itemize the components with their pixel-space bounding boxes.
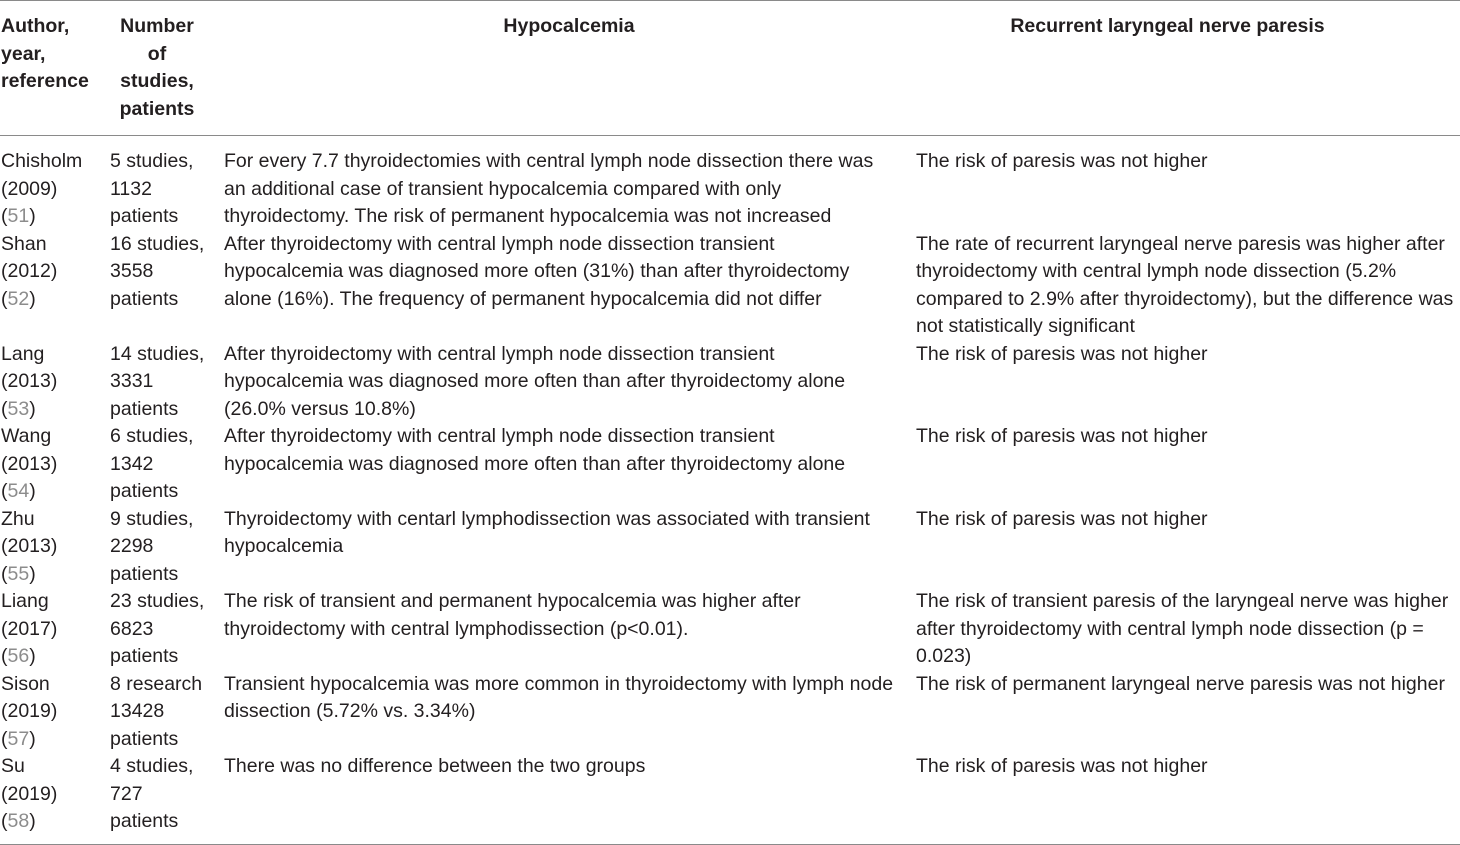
author-name: Lang	[1, 342, 45, 365]
patients-count: 6823	[110, 617, 154, 640]
cell-author	[0, 423, 109, 506]
author-year: (2009)	[1, 177, 58, 200]
patients-label: patients	[110, 205, 179, 227]
cell-author	[0, 341, 109, 424]
header-row	[0, 1, 1460, 136]
author-reference: (58)	[1, 810, 36, 832]
author-name: Zhu	[1, 507, 35, 530]
cell-hypocalcemia: There was no difference between the two groups	[224, 755, 646, 777]
studies-count: 23 studies,	[110, 590, 205, 612]
author-name: Wang	[1, 425, 52, 447]
author-year: (2017)	[1, 617, 58, 640]
header-recurrent-laryngeal-nerve-paresis: Recurrent laryngeal nerve paresis	[1010, 15, 1325, 37]
table-row	[0, 341, 1460, 424]
author-year: (2019)	[1, 782, 58, 805]
cell-recurrent-laryngeal-nerve-paresis: The risk of paresis was not higher	[916, 425, 1208, 447]
author-reference: (57)	[1, 727, 36, 750]
reference-link[interactable]: 53	[7, 397, 30, 420]
studies-count: 14 studies,	[110, 342, 205, 365]
reference-link[interactable]: 57	[7, 727, 30, 750]
cell-recurrent-laryngeal-nerve-paresis: The risk of paresis was not higher	[916, 150, 1208, 172]
cell-author	[0, 506, 109, 589]
table-row	[0, 506, 1460, 589]
studies-count: 4 studies,	[110, 755, 194, 777]
reference-link[interactable]: 56	[7, 645, 30, 667]
patients-count: 3331	[110, 370, 154, 392]
patients-label: patients	[110, 645, 179, 667]
cell-hypocalcemia: The risk of transient and permanent hypocalcemia was higher after thyroidectomy with central lymphodissection (p<0.01).	[224, 590, 801, 640]
author-name: Sison	[1, 672, 50, 695]
header-author: Author, year, reference	[1, 15, 89, 92]
table-row	[0, 423, 1460, 506]
cell-recurrent-laryngeal-nerve-paresis: The risk of transient paresis of the laryngeal nerve was higher after thyroidectomy with central lymph node dissection (p = 0.023)	[916, 590, 1449, 667]
author-reference: (52)	[1, 287, 36, 310]
cell-hypocalcemia: After thyroidectomy with central lymph node dissection transient hypocalcemia was diagnosed more often than after thyroidectomy alone	[224, 425, 846, 475]
table-body	[0, 136, 1460, 845]
cell-number-of-studies	[109, 136, 223, 231]
cell-recurrent-laryngeal-nerve-paresis: The risk of paresis was not higher	[916, 755, 1208, 777]
cell-hypocalcemia: For every 7.7 thyroidectomies with central lymph node dissection there was an additional case of transient hypocalcemia compared with only thyroidectomy. The risk of permanent hypocalcemia was not increased	[224, 150, 874, 227]
author-reference: (55)	[1, 562, 36, 585]
cell-number-of-studies	[109, 341, 223, 424]
patients-count: 1132	[110, 177, 152, 200]
cell-number-of-studies	[109, 671, 223, 754]
cell-author	[0, 753, 109, 844]
studies-count: 5 studies,	[110, 150, 194, 172]
author-name: Liang	[1, 590, 49, 612]
author-year: (2019)	[1, 700, 58, 722]
patients-label: patients	[110, 810, 179, 832]
studies-count: 16 studies,	[110, 232, 205, 255]
cell-hypocalcemia: Thyroidectomy with centarl lymphodissection was associated with transient hypocalcemia	[224, 507, 870, 557]
patients-label: patients	[110, 480, 179, 502]
header-hypocalcemia: Hypocalcemia	[503, 15, 635, 37]
patients-count: 1342	[110, 452, 154, 475]
patients-label: patients	[110, 727, 179, 750]
author-year: (2013)	[1, 452, 58, 475]
author-reference: (51)	[1, 205, 36, 227]
author-reference: (54)	[1, 480, 36, 502]
table-row	[0, 588, 1460, 671]
cell-author	[0, 231, 109, 341]
studies-count: 6 studies,	[110, 425, 194, 447]
cell-hypocalcemia: After thyroidectomy with central lymph node dissection transient hypocalcemia was diagnosed more often than after thyroidectomy alone (26.0% versus 10.8%)	[224, 342, 846, 420]
author-reference: (56)	[1, 645, 36, 667]
author-year: (2013)	[1, 370, 58, 392]
table-row	[0, 753, 1460, 844]
reference-link[interactable]: 58	[7, 810, 30, 832]
table-row	[0, 231, 1460, 341]
cell-author	[0, 671, 109, 754]
reference-link[interactable]: 51	[7, 205, 30, 227]
cell-hypocalcemia: After thyroidectomy with central lymph node dissection transient hypocalcemia was diagnosed more often (31%) than after thyroidectomy alone (16%). The frequency of permanent hypocalcemia did not differ	[224, 232, 850, 310]
cell-author	[0, 136, 109, 231]
patients-count: 3558	[110, 260, 154, 282]
header-number-of-studies: Number of studies, patients	[119, 15, 195, 120]
patients-label: patients	[110, 562, 179, 585]
patients-count: 2298	[110, 535, 154, 557]
table-header	[0, 1, 1460, 136]
patients-count: 13428	[110, 700, 165, 722]
studies-count: 8 research	[110, 672, 203, 695]
author-name: Chisholm	[1, 150, 83, 172]
cell-recurrent-laryngeal-nerve-paresis: The rate of recurrent laryngeal nerve paresis was higher after thyroidectomy with central lymph node dissection (5.2% compared to 2.9% after thyroidectomy), but the difference was not statistically significant	[916, 232, 1454, 337]
patients-label: patients	[110, 287, 179, 310]
author-reference: (53)	[1, 397, 36, 420]
table-row	[0, 671, 1460, 754]
cell-number-of-studies	[109, 506, 223, 589]
author-name: Su	[1, 755, 25, 777]
studies-count: 9 studies,	[110, 507, 194, 530]
table-row	[0, 136, 1460, 231]
author-name: Shan	[1, 232, 47, 255]
author-year: (2012)	[1, 260, 58, 282]
cell-number-of-studies	[109, 231, 223, 341]
cell-recurrent-laryngeal-nerve-paresis: The risk of permanent laryngeal nerve paresis was not higher	[916, 672, 1445, 695]
cell-author	[0, 588, 109, 671]
cell-hypocalcemia: Transient hypocalcemia was more common in thyroidectomy with lymph node dissection (5.72% vs. 3.34%)	[224, 672, 894, 722]
patients-label: patients	[110, 397, 179, 420]
cell-number-of-studies	[109, 753, 223, 844]
cell-recurrent-laryngeal-nerve-paresis: The risk of paresis was not higher	[916, 507, 1208, 530]
cell-number-of-studies	[109, 423, 223, 506]
reference-link[interactable]: 55	[7, 562, 30, 585]
cell-recurrent-laryngeal-nerve-paresis: The risk of paresis was not higher	[916, 342, 1208, 365]
author-year: (2013)	[1, 535, 58, 557]
cell-number-of-studies	[109, 588, 223, 671]
reference-link[interactable]: 54	[7, 480, 30, 502]
reference-link[interactable]: 52	[7, 287, 30, 310]
patients-count: 727	[110, 782, 143, 805]
